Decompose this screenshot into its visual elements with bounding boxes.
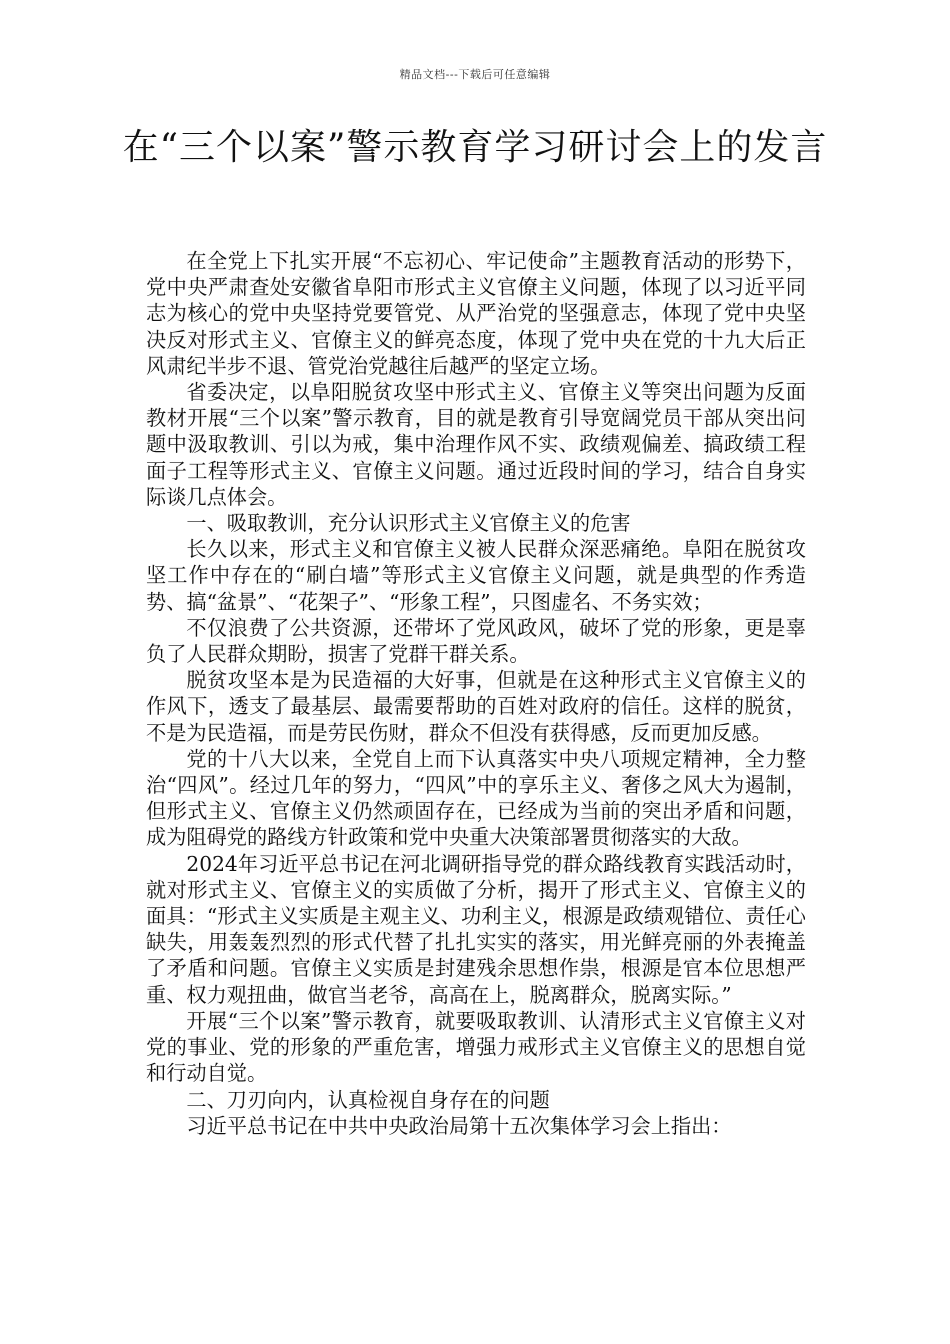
section-heading-1: 一、吸取教训，充分认识形式主义官僚主义的危害 xyxy=(186,511,631,536)
paragraph: 长久以来，形式主义和官僚主义被人民群众深恶痛绝。阜阳在脱贫攻坚工作中存在的“刷白墙”等形式主义官僚主义问题，就是典型的作秀造势、搞“盆景”、“花架子”、“形象工程”，只图虚名、不务实效； xyxy=(146,537,806,614)
paragraph: 在全党上下扎实开展“不忘初心、牢记使命”主题教育活动的形势下，党中央严肃查处安徽省阜阳市形式主义官僚主义问题，体现了以习近平同志为核心的党中央坚持党要管党、从严治党的坚强意志，体现了党中央坚决反对形式主义、官僚主义的鲜亮态度，体现了党中央在党的十九大后正风肃纪半步不退、管党治党越往后越严的坚定立场。 xyxy=(146,249,806,378)
paragraph: 开展“三个以案”警示教育，就要吸取教训、认清形式主义官僚主义对党的事业、党的形象的严重危害，增强力戒形式主义官僚主义的思想自觉和行动自觉。 xyxy=(146,1008,806,1086)
paragraph: 脱贫攻坚本是为民造福的大好事，但就是在这种形式主义官僚主义的作风下，透支了最基层、最需要帮助的百姓对政府的信任。这样的脱贫，不是为民造福，而是劳民伤财，群众不但没有获得感，反而更加反感。 xyxy=(146,668,806,745)
document-body xyxy=(146,248,806,1139)
document-title: 在“三个以案”警示教育学习研讨会上的发言 xyxy=(122,127,828,168)
paragraph: 习近平总书记在中共中央政治局第十五次集体学习会上指出： xyxy=(186,1113,732,1138)
paragraph: 2024年习近平总书记在河北调研指导党的群众路线教育实践活动时，就对形式主义、官僚主义的实质做了分析，揭开了形式主义、官僚主义的面具：“形式主义实质是主观主义、功利主义，根源是政绩观错位、责任心缺失，用轰轰烈烈的形式代替了扎扎实实的落实，用光鲜亮丽的外表掩盖了矛盾和问题。官僚主义实质是封建残余思想作祟，根源是官本位思想严重、权力观扭曲，做官当老爷，高高在上，脱离群众，脱离实际。” xyxy=(146,851,806,1007)
paragraph: 省委决定，以阜阳脱贫攻坚中形式主义、官僚主义等突出问题为反面教材开展“三个以案”警示教育，目的就是教育引导宽阔党员干部从突出问题中汲取教训、引以为戒，集中治理作风不实、政绩观偏差、搞政绩工程面子工程等形式主义、官僚主义问题。通过近段时间的学习，结合自身实际谈几点体会。 xyxy=(146,380,806,509)
header-note: 精品文档---下载后可任意编辑 xyxy=(399,68,551,81)
section-heading-2: 二、刀刃向内，认真检视自身存在的问题 xyxy=(186,1087,550,1112)
paragraph: 党的十八大以来，全党自上而下认真落实中央八项规定精神，全力整治“四风”。经过几年的努力，“四风”中的享乐主义、奢侈之风大为遏制，但形式主义、官僚主义仍然顽固存在，已经成为当前的突出矛盾和问题，成为阻碍党的路线方针政策和党中央重大决策部署贯彻落实的大敌。 xyxy=(146,746,806,850)
paragraph: 不仅浪费了公共资源，还带坏了党风政风，破坏了党的形象，更是辜负了人民群众期盼，损害了党群干群关系。 xyxy=(146,615,806,667)
